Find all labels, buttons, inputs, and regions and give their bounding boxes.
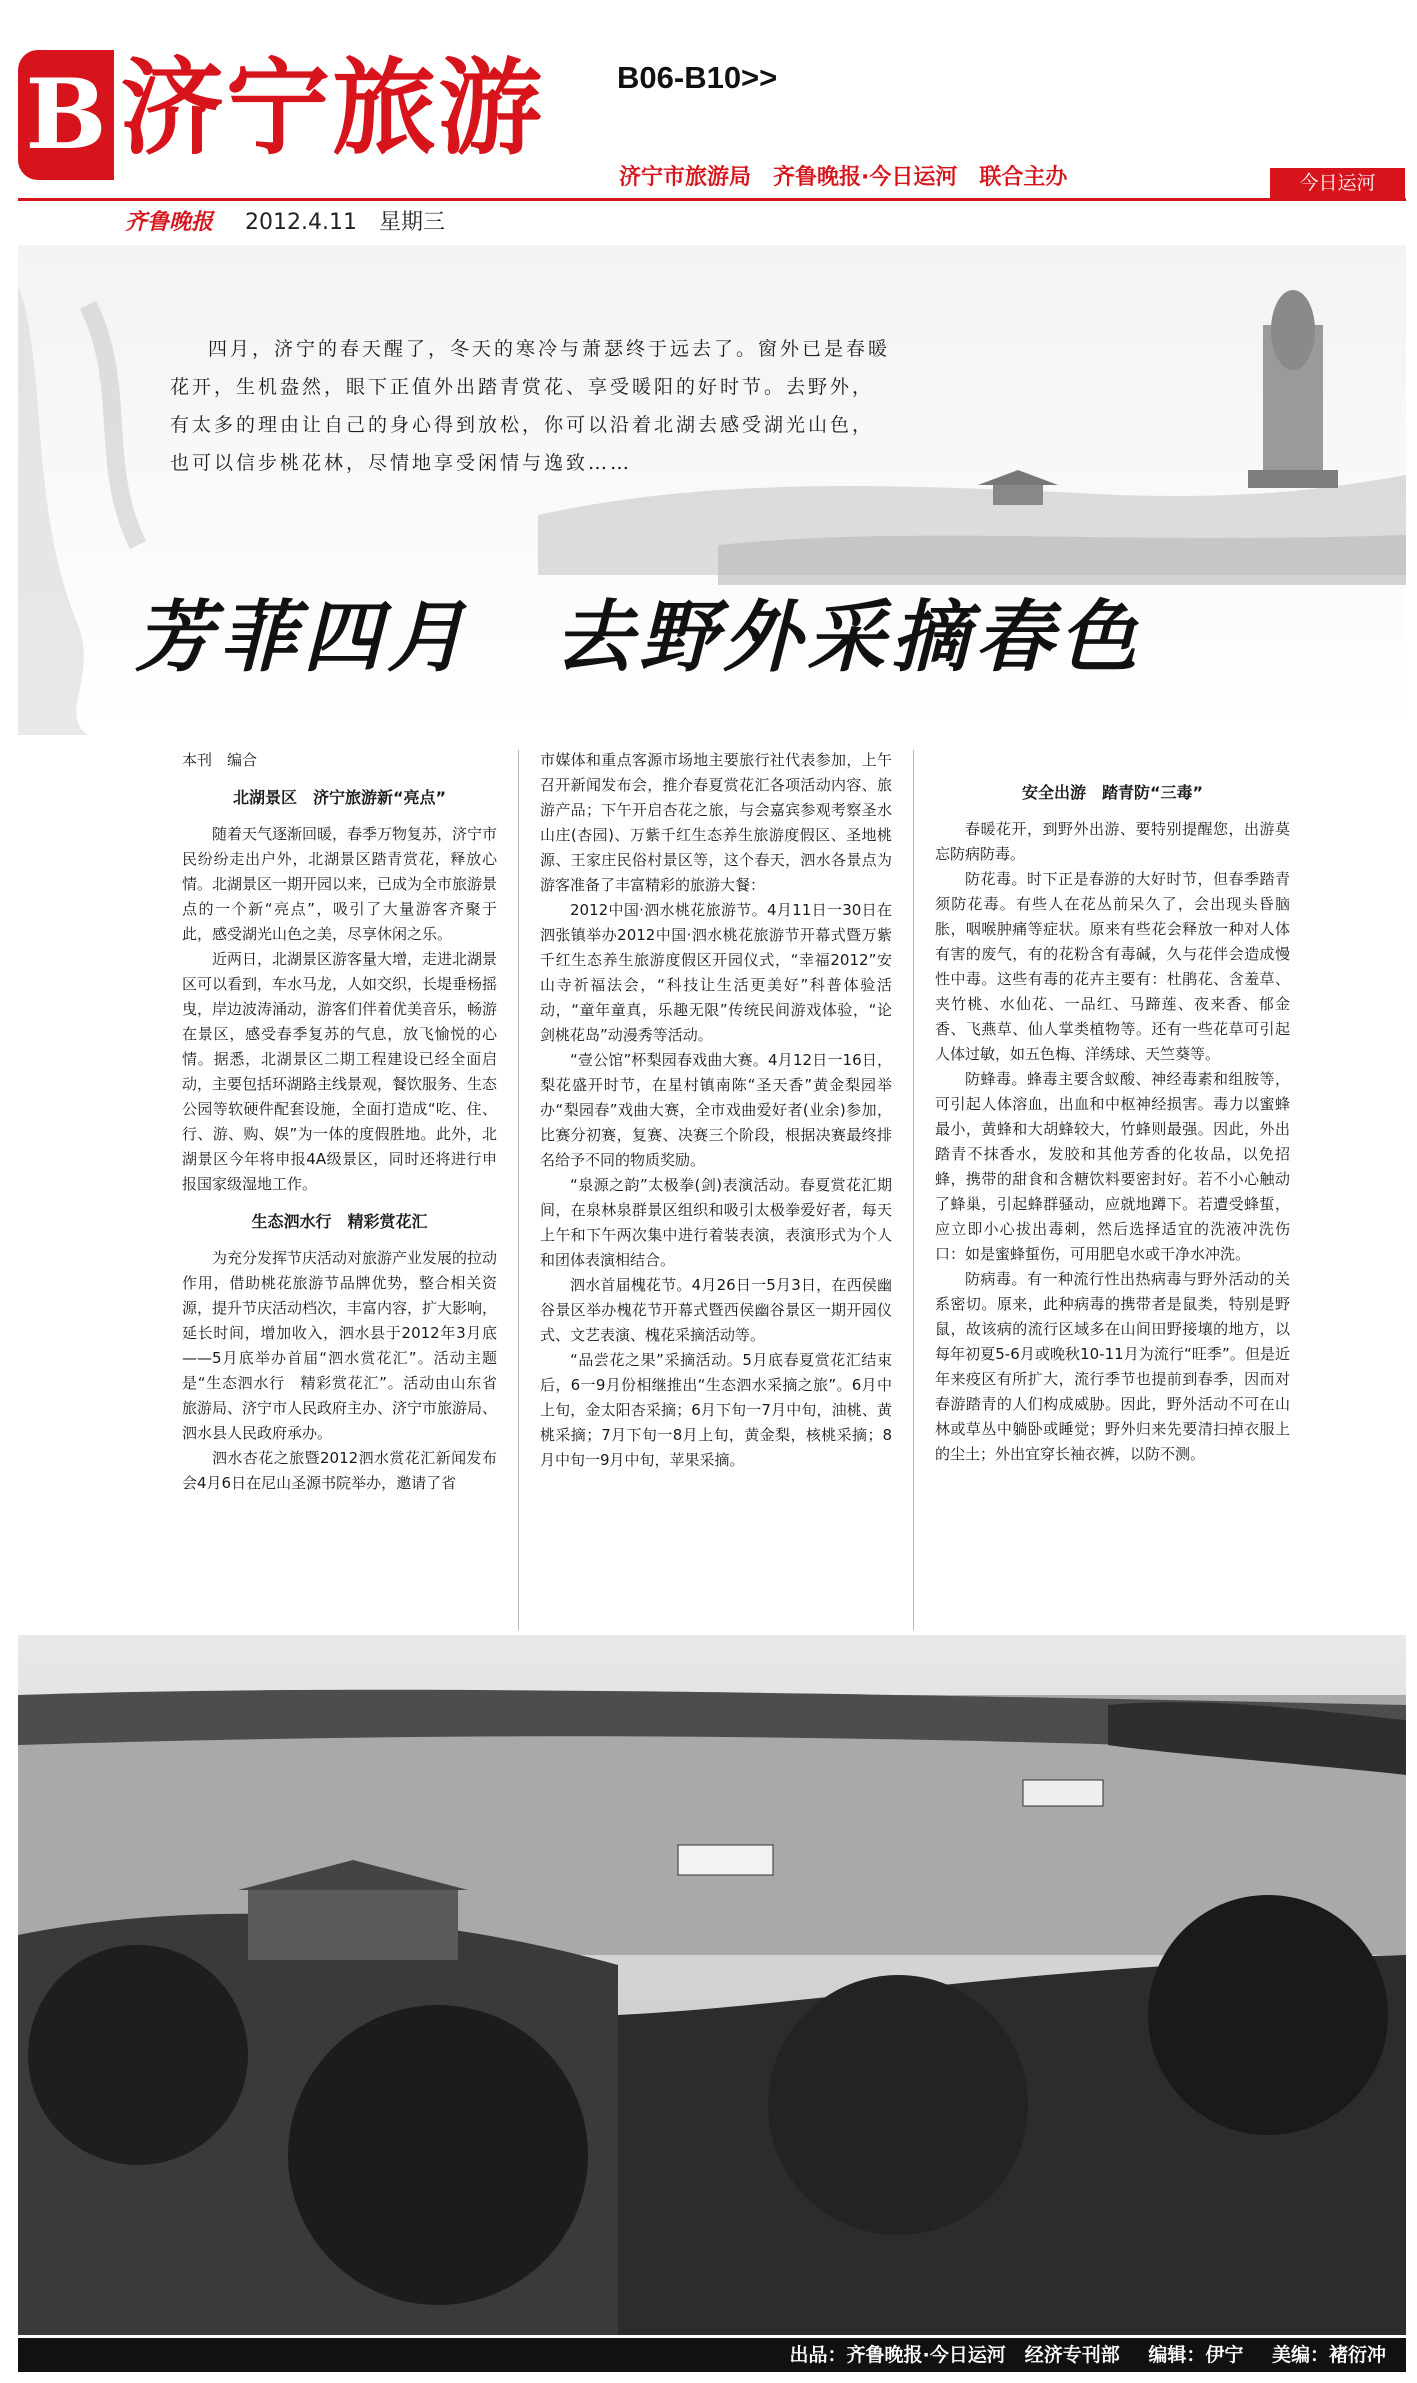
footer-designer: 美编：褚衍冲 [1271, 2344, 1386, 2366]
article-paragraph: 防病毒。有一种流行性出热病毒与野外活动的关系密切。原来，此种病毒的携带者是鼠类，特别是野鼠，故该病的流行区域多在山间田野接壤的地方，以每年初夏5-6月或晚秋10-11月为流行“旺季”。但是近年来疫区有所扩大，流行季节也提前到春季，因而对春游踏青的人们构成威胁。因此，野外活动不可在山林或草丛中躺卧或睡觉；野外归来先要清扫掉衣服上的尘土；外出宜穿长袖衣裤，以防不测。 [935, 1270, 1290, 1463]
article-paragraph: 泗水首届槐花节。4月26日一5月3日，在西侯幽谷景区举办槐花节开幕式暨西侯幽谷景区一期开园仪式、文艺表演、槐花采摘活动等。 [540, 1276, 892, 1344]
article-paragraph: 泗水杏花之旅暨2012泗水赏花汇新闻发布会4月6日在尼山圣源书院举办，邀请了省 [182, 1449, 497, 1492]
article-paragraph: 春暖花开，到野外出游、要特别提醒您，出游莫忘防病防毒。 [935, 820, 1290, 863]
page-range: B06-B10>> [617, 60, 778, 95]
article-paragraph: 防花毒。时下正是春游的大好时节，但春季踏青须防花毒。有些人在花丛前呆久了，会出现头昏脑胀，咽喉肿痛等症状。原来有些花会释放一种对人体有害的废气，有的花粉含有毒碱，久与花伴会造成慢性中毒。这些有毒的花卉主要有：杜鹃花、含羞草、夹竹桃、水仙花、一品红、马蹄莲、夜来香、郁金香、飞燕草、仙人掌类植物等。还有一些花草可引起人体过敏，如五色梅、洋绣球、天竺葵等。 [935, 870, 1290, 1063]
article-paragraph: 近两日，北湖景区游客量大增，走进北湖景区可以看到，车水马龙，人如交织，长堤垂杨摇曳，岸边波涛涌动，游客们伴着优美音乐，畅游在景区，感受春季复苏的气息，放飞愉悦的心情。据悉，北湖景区二期工程建设已经全面启动，主要包括环湖路主线景观，餐饮服务、生态公园等软硬件配套设施，全面打造成“吃、住、行、游、购、娱”为一体的度假胜地。此外，北湖景区今年将申报4A级景区，同时还将进行申报国家级湿地工作。 [182, 950, 498, 1193]
footer-producer: 出品：齐鲁晚报·今日运河 经济专刊部 [789, 2344, 1120, 2366]
headline: 芳菲四月 去野外采摘春色 [135, 592, 1144, 683]
subheading: 北湖景区 济宁旅游新“亮点” [232, 788, 447, 807]
paper-name: 齐鲁晚报 [125, 209, 214, 235]
issue-date: 2012.4.11 星期三 [245, 210, 445, 235]
article-paragraph: “品尝花之果”采摘活动。5月底春夏赏花汇结束后，6一9月份相继推出“生态泗水采摘之旅”。6月中上旬，金太阳杏采摘；6月下旬一7月中旬，油桃、黄桃采摘；7月下旬一8月上旬，黄金梨，核桃采摘；8月中旬一9月中旬，苹果采摘。 [540, 1351, 892, 1469]
article-paragraph: 为充分发挥节庆活动对旅游产业发展的拉动作用，借助桃花旅游节品牌优势，整合相关资源，提升节庆活动档次，丰富内容，扩大影响，延长时间，增加收入，泗水县于2012年3月底——5月底举办首届“泗水赏花汇”。活动主题是“生态泗水行 精彩赏花汇”。活动由山东省旅游局、济宁市人民政府主办、济宁市旅游局、泗水县人民政府承办。 [182, 1249, 498, 1442]
section-title: 济宁旅游 [120, 46, 545, 169]
header-rule [18, 198, 1406, 201]
intro-paragraph: 四月，济宁的春天醒了，冬天的寒冷与萧瑟终于远去了。窗外已是春暖花开，生机盎然，眼下正值外出踏青赏花、享受暖阳的好时节。去野外，有太多的理由让自己的身心得到放松，你可以沿着北湖去感受湖光山色，也可以信步桃花林，尽情地享受闲情与逸致…… [170, 338, 891, 474]
byline: 本刊 编合 [182, 751, 258, 769]
article-paragraph: 随着天气逐渐回暖，春季万物复苏，济宁市民纷纷走出户外，北湖景区踏青赏花，释放心情。北湖景区一期开园以来，已成为全市旅游景点的一个新“亮点”，吸引了大量游客齐聚于此，感受湖光山色之美，尽享休闲之乐。 [182, 825, 498, 943]
section-badge: B [18, 50, 114, 180]
subheading: 安全出游 踏青防“三毒” [1021, 783, 1204, 802]
today-tab: 今日运河 [1270, 168, 1405, 198]
footer-credits [18, 2338, 1406, 2372]
column-divider [913, 750, 914, 1630]
column-divider [518, 750, 519, 1630]
article-column-1 [182, 748, 497, 1496]
article-column-2 [540, 748, 892, 1473]
subheading: 生态泗水行 精彩赏花汇 [251, 1212, 428, 1231]
footer-editor: 编辑：伊宁 [1148, 2344, 1244, 2366]
sponsor-line: 济宁市旅游局 齐鲁晚报·今日运河 联合主办 [619, 165, 1068, 190]
article-paragraph: “泉源之韵”太极拳(剑)表演活动。春夏赏花汇期间，在泉林泉群景区组织和吸引太极拳爱好者，每天上午和下午两次集中进行着装表演，表演形式为个人和团体表演相结合。 [540, 1176, 892, 1269]
article-paragraph: 市媒体和重点客源市场地主要旅行社代表参加，上午召开新闻发布会，推介春夏赏花汇各项活动内容、旅游产品；下午开启杏花之旅，与会嘉宾参观考察圣水山庄(杏园)、万紫千红生态养生旅游度假区、圣地桃源、王家庄民俗村景区等，这个春天，泗水各景点为游客准备了丰富精彩的旅游大餐： [540, 751, 892, 894]
article-paragraph: “壹公馆”杯梨园春戏曲大赛。4月12日一16日，梨花盛开时节，在星村镇南陈“圣天香”黄金梨园举办“梨园春”戏曲大赛，全市戏曲爱好者(业余)参加，比赛分初赛，复赛、决赛三个阶段，根据决赛最终排名给予不同的物质奖励。 [540, 1051, 892, 1169]
lake-scene-photo [18, 1635, 1406, 2335]
article-column-3 [935, 768, 1290, 1467]
article-paragraph: 防蜂毒。蜂毒主要含蚁酸、神经毒素和组胺等，可引起人体溶血，出血和中枢神经损害。毒力以蜜蜂最小，黄蜂和大胡蜂较大，竹蜂则最强。因此，外出踏青不抹香水，发胶和其他芳香的化妆品，以免招蜂，携带的甜食和含糖饮料要密封好。若不小心触动了蜂巢，引起蜂群骚动，应就地蹲下。若遭受蜂蜇，应立即小心拔出毒刺，然后选择适宜的洗液冲洗伤口：如是蜜蜂蜇伤，可用肥皂水或干净水冲洗。 [935, 1070, 1290, 1263]
article-paragraph: 2012中国·泗水桃花旅游节。4月11日一30日在泗张镇举办2012中国·泗水桃花旅游节开幕式暨万紫千红生态养生旅游度假区开园仪式，“幸福2012”安山寺祈福法会，“科技让生活更美好”科普体验活动，“童年童真，乐趣无限”传统民间游戏体验，“论剑桃花岛”动漫秀等活动。 [540, 901, 892, 1044]
